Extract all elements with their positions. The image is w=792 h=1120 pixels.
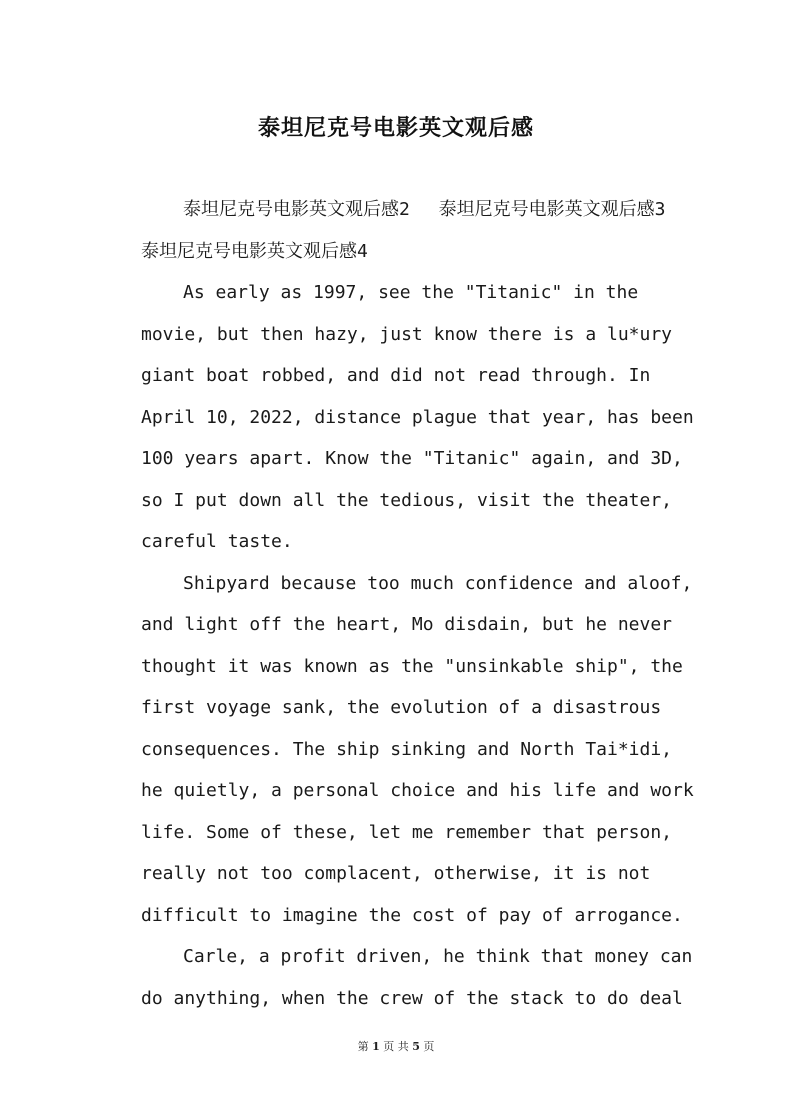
paragraph-related-links: 泰坦尼克号电影英文观后感2 泰坦尼克号电影英文观后感3 泰坦尼克号电影英文观后感4	[141, 199, 695, 262]
footer-current-page: 1	[372, 1040, 380, 1053]
footer-prefix: 第	[357, 1040, 369, 1053]
paragraph: Carle, a profit driven, he think that money can do anything, when the crew of the stack to do deal	[141, 946, 693, 1009]
paragraph: As early as 1997, see the "Titanic" in the movie, but then hazy, just know there is a lu*ury giant boat robbed, and did not read through. In April 10, 2022, distance plague that year, has been 100 years apart. Know the "Titanic" again, and 3D, so I put down all the tedious, visit the theater, careful taste.	[141, 282, 694, 552]
footer-suffix: 页	[423, 1040, 435, 1053]
footer-middle: 页 共	[383, 1040, 409, 1053]
paragraph: Shipyard because too much confidence and aloof, and light off the heart, Mo disdain, but he never thought it was known as the "unsinkable ship", the first voyage sank, the evolution of a disastrous consequences. The ship sinking and North Tai*idi, he quietly, a personal choice and his life and work life. Some of these, let me remember that person, really not too complacent, otherwise, it is not difficult to imagine the cost of pay of arrogance.	[141, 572, 694, 926]
page-title: 泰坦尼克号电影英文观后感	[257, 115, 534, 141]
footer-total-pages: 5	[412, 1040, 420, 1053]
document-body	[141, 189, 701, 1019]
page-footer	[0, 1039, 792, 1055]
